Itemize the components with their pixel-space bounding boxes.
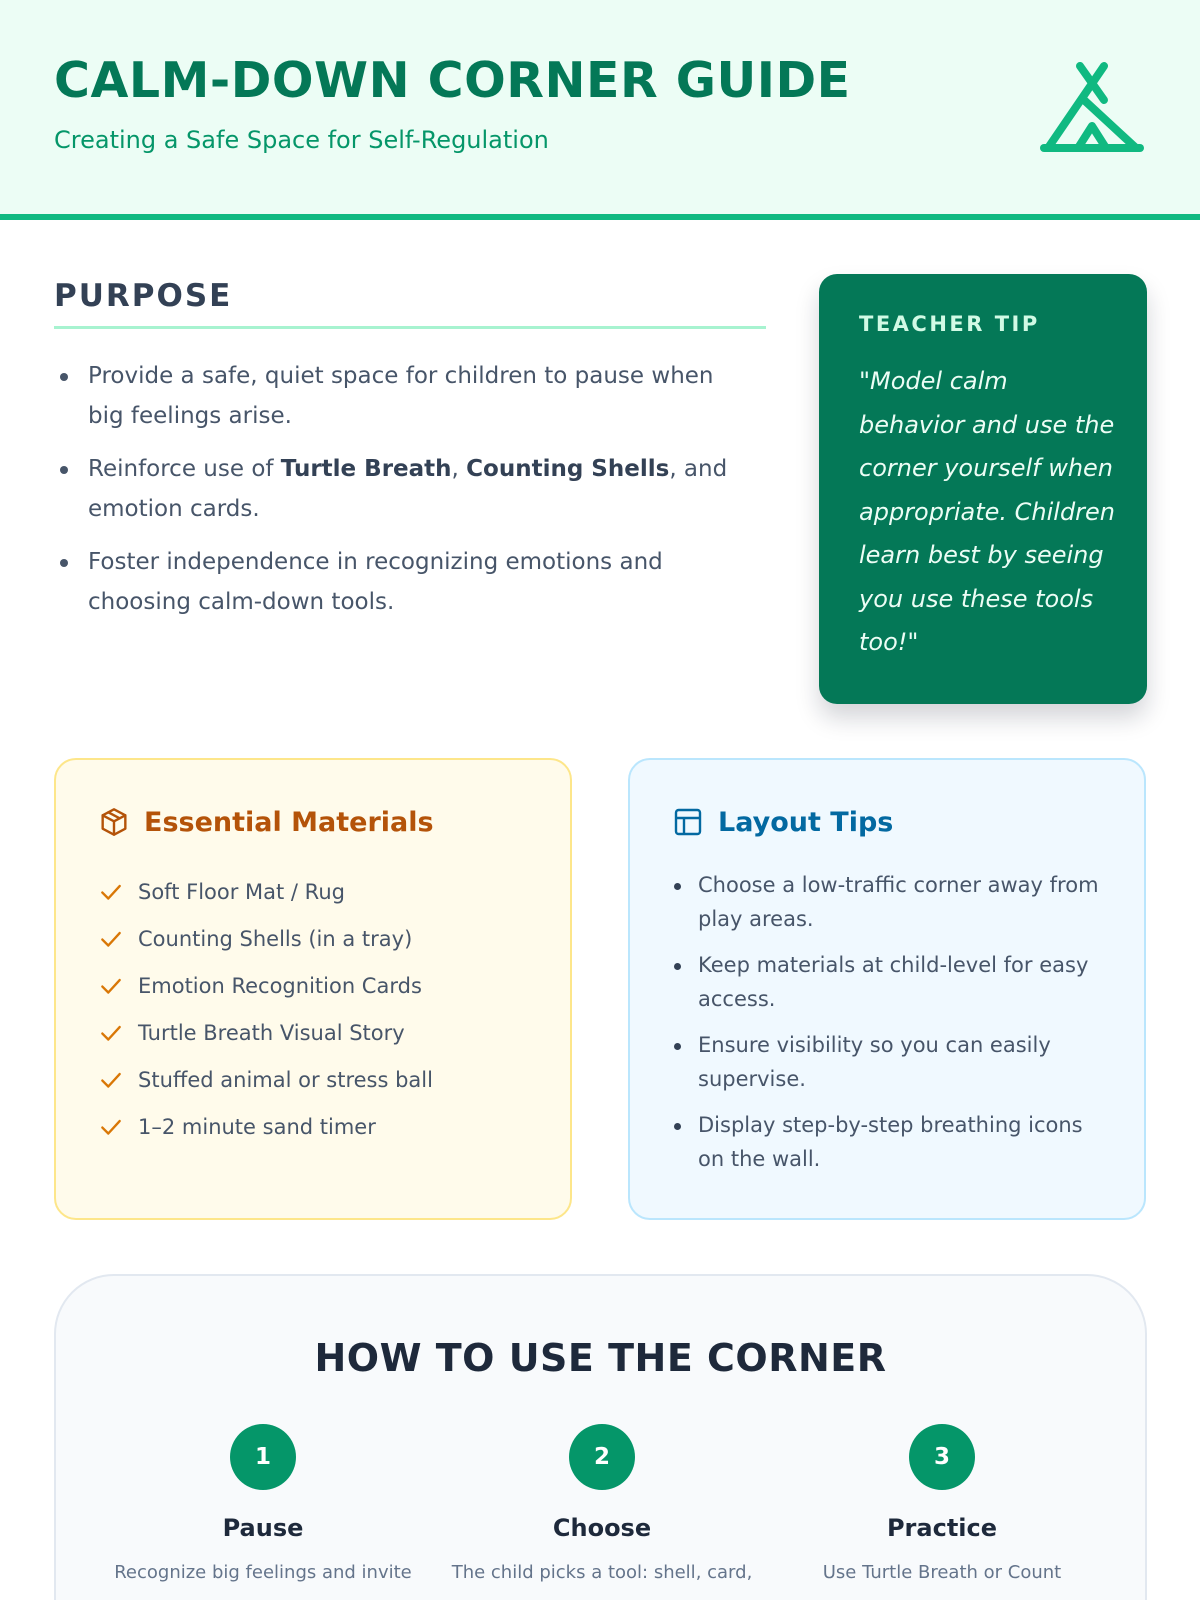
teacher-tip-card [819, 274, 1147, 704]
page-title: CALM-DOWN CORNER GUIDE [54, 52, 851, 109]
purpose-item: Foster independence in recognizing emotions and choosing calm-down tools. [54, 542, 754, 622]
step-number-badge: 1 [230, 1424, 296, 1490]
check-icon [98, 1020, 124, 1046]
tent-icon [1040, 60, 1144, 156]
layout-tip-item: Keep materials at child-level for easy access. [672, 948, 1104, 1016]
check-icon [98, 1114, 124, 1140]
step-description: Use Turtle Breath or Count [822, 1562, 1062, 1583]
material-item: Turtle Breath Visual Story [98, 1009, 530, 1056]
material-item: Soft Floor Mat / Rug [98, 868, 530, 915]
purpose-item: Provide a safe, quiet space for children to pause when big feelings arise. [54, 356, 754, 436]
counting-shells-term: Counting Shells [466, 456, 670, 482]
step-practice [782, 1424, 1102, 1588]
page-subtitle: Creating a Safe Space for Self-Regulation [54, 126, 549, 154]
materials-card [54, 758, 572, 1220]
layout-tips-list [672, 868, 1104, 1176]
purpose-heading: PURPOSE [54, 278, 233, 314]
step-pause [103, 1424, 423, 1588]
step-description: The child picks a tool: shell, card, [451, 1562, 753, 1583]
how-to-use-section [54, 1274, 1147, 1600]
material-item: 1–2 minute sand timer [98, 1103, 530, 1150]
check-icon [98, 926, 124, 952]
layout-tip-item: Choose a low-traffic corner away from play areas. [672, 868, 1104, 936]
teacher-tip-text: "Model calm behavior and use the corner yourself when appropriate. Children learn best by seeing you use these tools too!" [859, 367, 1116, 656]
check-icon [98, 879, 124, 905]
step-choose [442, 1424, 762, 1588]
layout-tip-item: Display step-by-step breathing icons on the wall. [672, 1108, 1104, 1176]
check-icon [98, 1067, 124, 1093]
purpose-list [54, 356, 754, 635]
layout-icon [672, 806, 704, 838]
step-title: Pause [222, 1514, 304, 1542]
teacher-tip-label: TEACHER TIP [859, 312, 1040, 336]
purpose-divider [54, 326, 766, 329]
step-title: Practice [886, 1514, 998, 1542]
step-number-badge: 3 [909, 1424, 975, 1490]
step-description: Recognize big feelings and invite [114, 1562, 412, 1583]
how-to-use-title: HOW TO USE THE CORNER [314, 1336, 887, 1380]
purpose-item: Reinforce use of Turtle Breath, Counting Shells, and emotion cards. [54, 449, 754, 529]
materials-list [98, 868, 530, 1150]
layout-tip-item: Ensure visibility so you can easily supervise. [672, 1028, 1104, 1096]
layout-tips-card [628, 758, 1146, 1220]
material-item: Stuffed animal or stress ball [98, 1056, 530, 1103]
material-item: Counting Shells (in a tray) [98, 915, 530, 962]
layout-tips-title: Layout Tips [672, 806, 1104, 838]
material-item: Emotion Recognition Cards [98, 962, 530, 1009]
materials-title: Essential Materials [98, 806, 530, 838]
step-title: Choose [552, 1514, 652, 1542]
page-header [0, 0, 1200, 220]
check-icon [98, 973, 124, 999]
step-number-badge: 2 [569, 1424, 635, 1490]
box-icon [98, 806, 130, 838]
turtle-breath-term: Turtle Breath [280, 456, 452, 482]
